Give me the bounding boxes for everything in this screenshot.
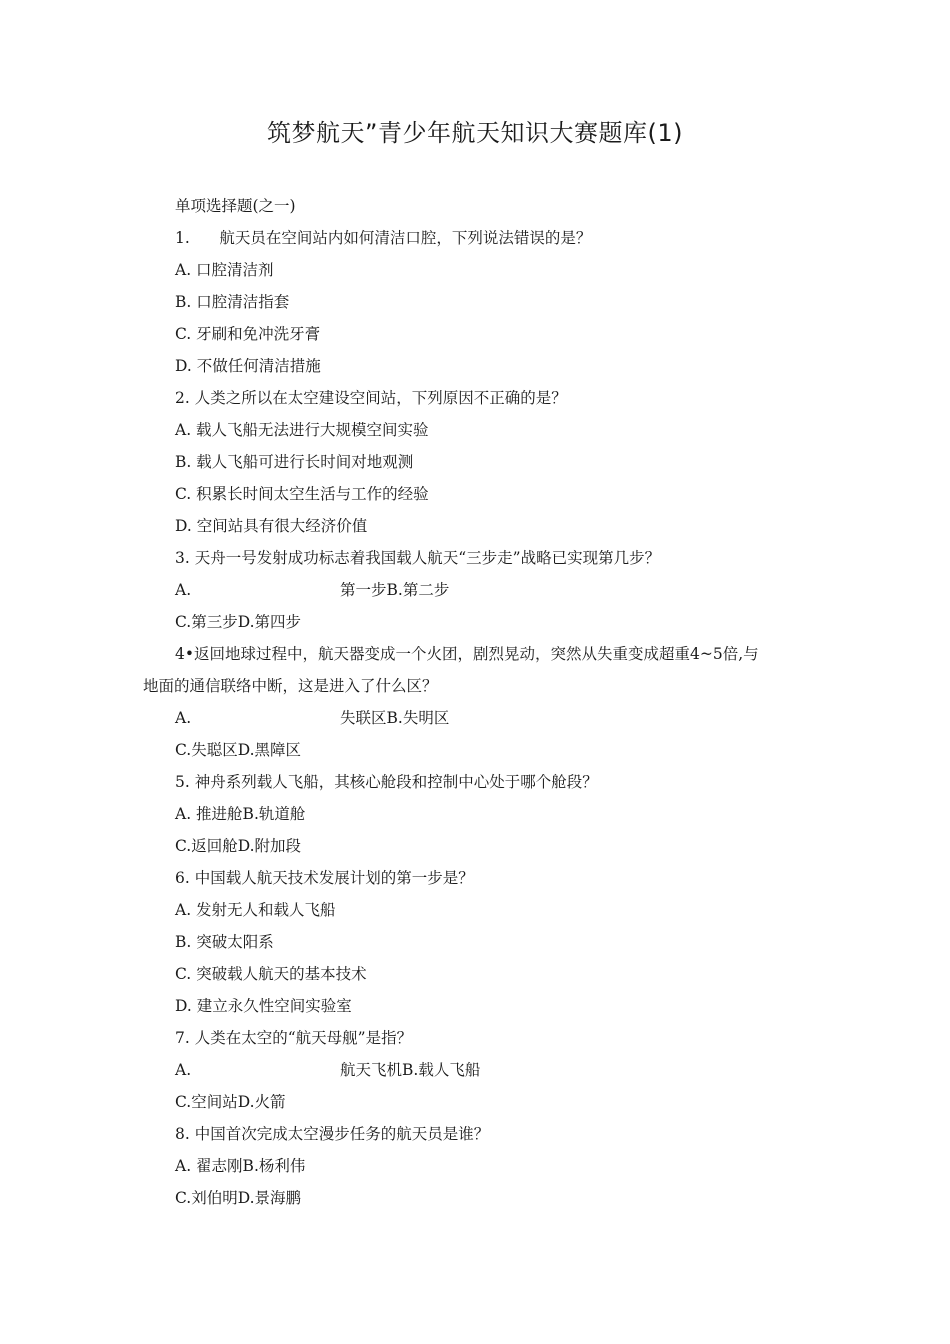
q8-options-cd: C.刘伯明D.景海鹏 xyxy=(175,1189,302,1207)
q7-option-a-label: A. xyxy=(175,1061,192,1079)
q8-options-ab: A. 翟志刚B.杨利伟 xyxy=(175,1157,306,1175)
question-6: 6. 中国载人航天技术发展计划的第一步是？ xyxy=(175,869,474,887)
section-heading: 单项选择题(之一) xyxy=(175,197,296,215)
question-5: 5. 神舟系列载人飞船，其核心舱段和控制中心处于哪个舱段？ xyxy=(175,773,598,791)
q3-option-a-label: A. xyxy=(175,581,192,599)
q5-options-ab: A. 推进舱B.轨道舱 xyxy=(175,805,306,823)
q1-option-a: A. 口腔清洁剂 xyxy=(175,261,274,279)
q6-option-b: B. 突破太阳系 xyxy=(175,933,274,951)
q2-option-d: D. 空间站具有很大经济价值 xyxy=(175,517,368,535)
question-7: 7. 人类在太空的“航天母舰”是指？ xyxy=(175,1029,413,1047)
q1-option-c: C. 牙刷和免冲洗牙膏 xyxy=(175,325,321,343)
q6-option-c: C. 突破载人航天的基本技术 xyxy=(175,965,367,983)
q3-options-cd: C.第三步D.第四步 xyxy=(175,613,302,631)
question-4-line-1: 4•返回地球过程中，航天器变成一个火团，剧烈晃动，突然从失重变成超重4~5倍,与 xyxy=(175,645,759,663)
question-2: 2. 人类之所以在太空建设空间站，下列原因不正确的是？ xyxy=(175,389,567,407)
q3-options-ab: 第一步B.第二步 xyxy=(340,581,450,599)
q2-option-c: C. 积累长时间太空生活与工作的经验 xyxy=(175,485,429,503)
q4-option-a-label: A. xyxy=(175,709,192,727)
document-title: 筑梦航天”青少年航天知识大赛题库(1) xyxy=(267,119,683,147)
question-1: 1. 航天员在空间站内如何清洁口腔，下列说法错误的是？ xyxy=(175,229,592,247)
q5-options-cd: C.返回舱D.附加段 xyxy=(175,837,302,855)
question-8: 8. 中国首次完成太空漫步任务的航天员是谁？ xyxy=(175,1125,490,1143)
q6-option-d: D. 建立永久性空间实验室 xyxy=(175,997,352,1015)
q4-options-cd: C.失聪区D.黑障区 xyxy=(175,741,302,759)
q4-options-ab: 失联区B.失明区 xyxy=(340,709,450,727)
question-4-line-2: 地面的通信联络中断，这是进入了什么区？ xyxy=(143,677,438,695)
q7-options-ab: 航天飞机B.载人飞船 xyxy=(340,1061,481,1079)
q1-option-d: D. 不做任何清洁措施 xyxy=(175,357,321,375)
q6-option-a: A. 发射无人和载人飞船 xyxy=(175,901,336,919)
q1-option-b: B. 口腔清洁指套 xyxy=(175,293,290,311)
q2-option-a: A. 载人飞船无法进行大规模空间实验 xyxy=(175,421,429,439)
q7-options-cd: C.空间站D.火箭 xyxy=(175,1093,286,1111)
q2-option-b: B. 载人飞船可进行长时间对地观测 xyxy=(175,453,414,471)
question-3: 3. 天舟一号发射成功标志着我国载人航天“三步走”战略已实现第几步？ xyxy=(175,549,661,567)
